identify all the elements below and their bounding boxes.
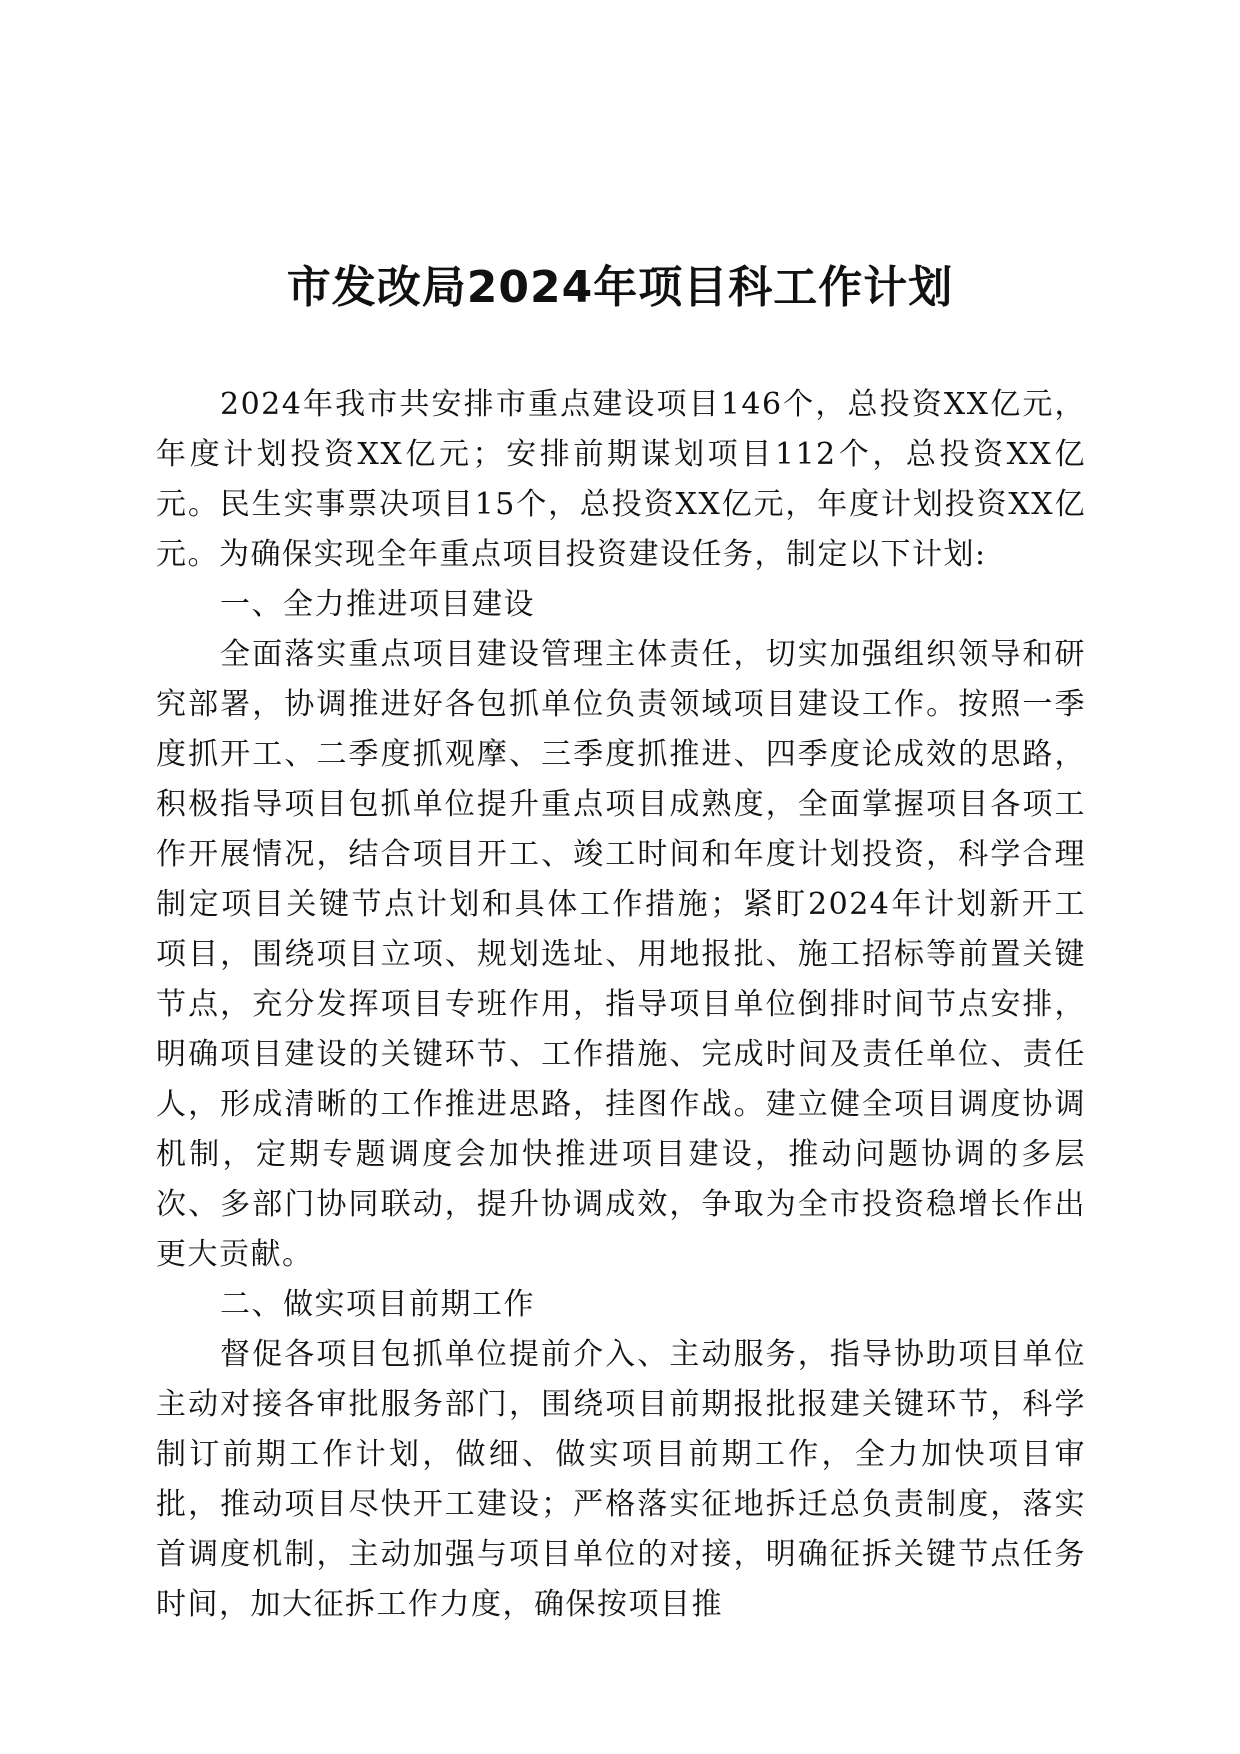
- intro-paragraph: 2024年我市共安排市重点建设项目146个，总投资XX亿元，年度计划投资XX亿元；安排前期谋划项目112个，总投资XX亿元。民生实事票决项目15个，总投资XX亿元，年度计划投资XX亿元。为确保实现全年重点项目投资建设任务，制定以下计划:: [156, 387, 1086, 572]
- document-body: [156, 380, 1086, 1630]
- section-heading: 二、做实项目前期工作: [220, 1287, 535, 1322]
- section-heading: 一、全力推进项目建设: [220, 587, 535, 622]
- section-2: [156, 1280, 1086, 1630]
- section-1: [156, 580, 1086, 1280]
- section-paragraph: 督促各项目包抓单位提前介入、主动服务，指导协助项目单位主动对接各审批服务部门，围绕项目前期报批报建关键环节，科学制订前期工作计划，做细、做实项目前期工作，全力加快项目审批，推动项目尽快开工建设；严格落实征地拆迁总负责制度，落实首调度机制，主动加强与项目单位的对接，明确征拆关键节点任务时间，加大征拆工作力度，确保按项目推: [156, 1337, 1086, 1622]
- section-paragraph: 全面落实重点项目建设管理主体责任，切实加强组织领导和研究部署，协调推进好各包抓单位负责领域项目建设工作。按照一季度抓开工、二季度抓观摩、三季度抓推进、四季度论成效的思路，积极指导项目包抓单位提升重点项目成熟度，全面掌握项目各项工作开展情况，结合项目开工、竣工时间和年度计划投资，科学合理制定项目关键节点计划和具体工作措施；紧盯2024年计划新开工项目，围绕项目立项、规划选址、用地报批、施工招标等前置关键节点，充分发挥项目专班作用，指导项目单位倒排时间节点安排，明确项目建设的关键环节、工作措施、完成时间及责任单位、责任人，形成清晰的工作推进思路，挂图作战。建立健全项目调度协调机制，定期专题调度会加快推进项目建设，推动问题协调的多层次、多部门协同联动，提升协调成效，争取为全市投资稳增长作出更大贡献。: [156, 637, 1086, 1272]
- document-title: 市发改局2024年项目科工作计划: [286, 262, 954, 313]
